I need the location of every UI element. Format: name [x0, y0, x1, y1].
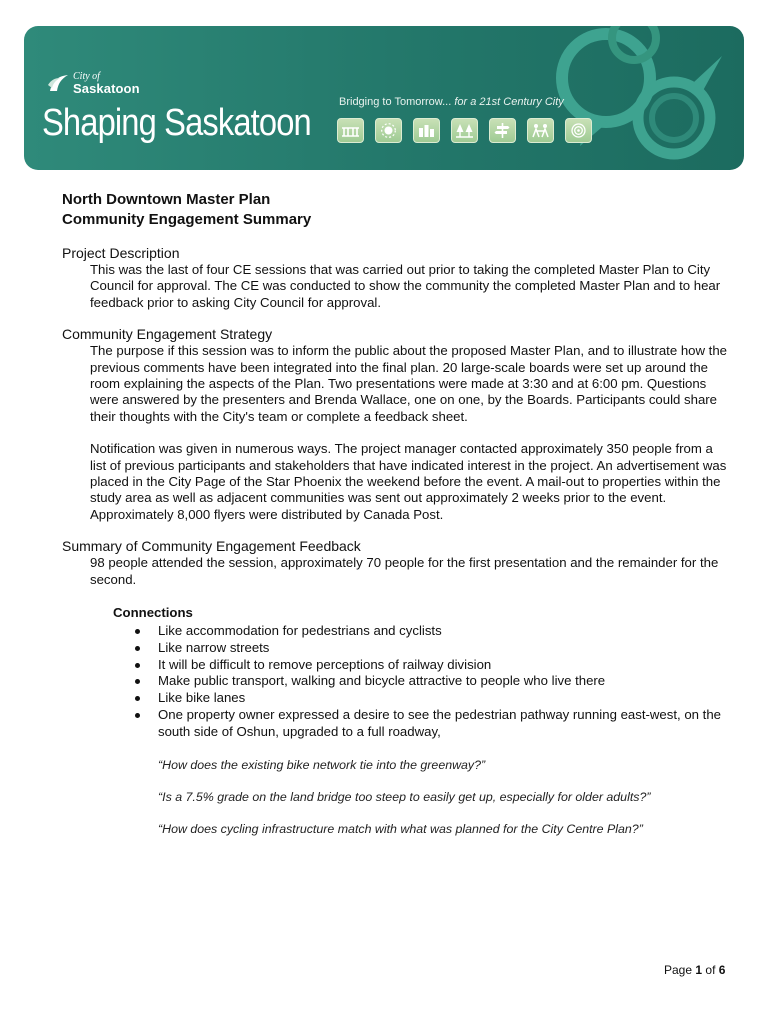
bullet-icon: [135, 696, 140, 701]
feedback-quote-2: “Is a 7.5% grade on the land bridge too steep to easily get up, especially for older adults?”: [158, 789, 651, 804]
signpost-icon: [489, 118, 516, 143]
connections-heading: Connections: [113, 605, 193, 621]
bullet-icon: [135, 663, 140, 668]
list-item-text: Like bike lanes: [158, 690, 246, 706]
bullet-icon: [135, 679, 140, 684]
list-item: [135, 657, 732, 674]
logo-city-text: City of: [73, 70, 100, 82]
page-current: 1: [695, 963, 703, 977]
list-item: [135, 690, 732, 707]
feedback-quote-1: “How does the existing bike network tie into the greenway?”: [158, 757, 486, 772]
feedback-quote-3: “How does cycling infrastructure match with what was planned for the City Centre Plan?”: [158, 821, 643, 836]
banner-tagline: [339, 96, 564, 108]
bullet-icon: [135, 713, 140, 718]
target-icon: [565, 118, 592, 143]
feedback-summary-paragraph: 98 people attended the session, approximately 70 people for the first presentation and the remainder for the second.: [90, 555, 719, 587]
bullet-icon: [135, 629, 140, 634]
page-label: Page: [664, 963, 693, 977]
connections-list: [62, 623, 732, 741]
list-item: [135, 707, 732, 741]
banner-title: Shaping Saskatoon: [42, 102, 311, 144]
list-item-text: Make public transport, walking and bicycle attractive to people who live there: [158, 673, 606, 689]
page-number: [664, 963, 725, 977]
list-item-text: It will be difficult to remove perceptions of railway division: [158, 656, 492, 672]
list-item-text: Like narrow streets: [158, 639, 270, 655]
section-heading-feedback-summary: Summary of Community Engagement Feedback: [62, 538, 361, 555]
people-icon: [527, 118, 554, 143]
theme-icon-row: [337, 118, 592, 143]
tagline-prefix: Bridging to Tomorrow...: [339, 96, 452, 108]
tagline-suffix: for a 21st Century City: [451, 96, 564, 108]
header-banner: [24, 26, 744, 170]
buildings-icon: [413, 118, 440, 143]
document-title-line2: Community Engagement Summary: [62, 211, 312, 228]
trees-icon: [451, 118, 478, 143]
list-item: [135, 673, 732, 690]
list-item: [135, 640, 732, 657]
list-item-text: Like accommodation for pedestrians and cyclists: [158, 623, 442, 639]
bridge-icon: [337, 118, 364, 143]
list-item: [135, 623, 732, 640]
logo-name-text: Saskatoon: [73, 80, 140, 96]
page-total: 6: [718, 963, 726, 977]
project-description-paragraph: This was the last of four CE sessions that was carried out prior to taking the completed Master Plan to City Council for approval. The CE was conducted to show the community the completed Master Plan and to hear feedback prior to asking City Council for approval.: [90, 262, 721, 310]
document-title-line1: North Downtown Master Plan: [62, 191, 271, 208]
document-title: [62, 190, 732, 230]
section-heading-engagement-strategy: Community Engagement Strategy: [62, 326, 273, 343]
list-item-text: One property owner expressed a desire to see the pedestrian pathway running east-west, on the south side of Oshun, upgraded to a full roadway,: [158, 707, 721, 739]
city-logo-mark-icon: [46, 71, 70, 95]
bullet-icon: [135, 646, 140, 651]
section-heading-project-description: Project Description: [62, 245, 180, 261]
document-body: [62, 190, 732, 837]
sun-icon: [375, 118, 402, 143]
engagement-strategy-paragraph-2: Notification was given in numerous ways. The project manager contacted approximately 350 people from a list of previous participants and stakeholders that have indicated interest in the project. An advertisement was placed in the City Page of the Star Phoenix the weekend before the event. A mail-out to properties within the study area as well as adjacent communities was sent out approximately 2 weeks prior to the event. Approximately 8,000 flyers were distributed by Canada Post.: [90, 441, 727, 522]
engagement-strategy-paragraph-1: The purpose if this session was to inform the public about the proposed Master Plan, and to illustrate how the previous comments have been integrated into the final plan. 20 large-scale boards were set up around the room explaining the aspects of the Plan. Two presentations were made at 3:30 and at 6:00 pm. Questions were answered by the presenters and Brenda Wallace, one on one, by the Boards. Participants could share their thoughts with the City's team or complete a feedback sheet.: [90, 343, 728, 424]
page-of: of: [705, 963, 716, 977]
city-logo: [46, 70, 140, 96]
